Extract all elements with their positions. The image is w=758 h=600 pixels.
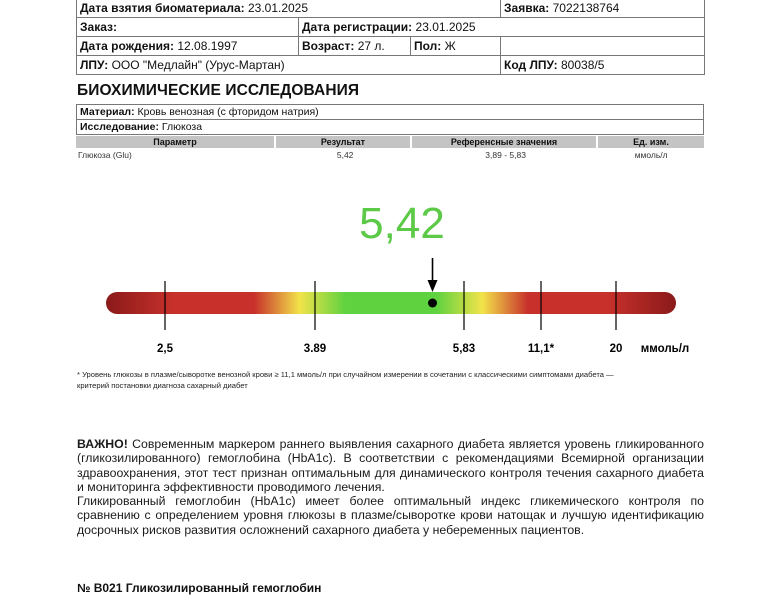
next-section-title: № B021 Гликозилированный гемоглобин bbox=[77, 581, 322, 595]
result-marker bbox=[428, 299, 437, 308]
sex-label: Пол: bbox=[414, 39, 442, 53]
column-header-unit: Ед. изм. bbox=[598, 136, 704, 148]
registration-date-value: 23.01.2025 bbox=[415, 20, 476, 34]
sex-value: Ж bbox=[444, 39, 456, 53]
lpu-value: ООО "Медлайн" (Урус-Мартан) bbox=[111, 58, 285, 72]
age-label: Возраст: bbox=[302, 39, 355, 53]
pointer-arrow-head bbox=[428, 280, 438, 292]
result-big-value: 5,42 bbox=[359, 199, 445, 248]
birth-date-value: 12.08.1997 bbox=[177, 39, 238, 53]
scale-tick-label: 3.89 bbox=[303, 343, 327, 355]
biomaterial-date-value: 23.01.2025 bbox=[247, 1, 309, 15]
footnote bbox=[77, 369, 707, 391]
note-paragraph-1 bbox=[77, 437, 704, 494]
important-note bbox=[77, 437, 704, 537]
lpu-code-label: Код ЛПУ: bbox=[504, 58, 558, 72]
age-value: 27 л. bbox=[357, 39, 385, 53]
column-header-result: Результат bbox=[276, 136, 412, 148]
scale-tick-label: 5,83 bbox=[452, 343, 476, 355]
material-label: Материал: bbox=[80, 106, 135, 118]
material-value: Кровь венозная (с фторидом натрия) bbox=[137, 106, 319, 118]
registration-date-label: Дата регистрации: bbox=[302, 20, 413, 34]
lpu-label: ЛПУ: bbox=[80, 58, 109, 72]
result-parameter: Глюкоза (Glu) bbox=[78, 150, 132, 160]
scale-unit-label: ммоль/л bbox=[640, 343, 690, 355]
study-label: Исследование: bbox=[80, 121, 159, 133]
column-header-reference: Референсные значения bbox=[412, 136, 598, 148]
lpu-code-value: 80038/5 bbox=[561, 58, 605, 72]
request-label: Заявка: bbox=[504, 1, 550, 15]
order-label: Заказ: bbox=[80, 20, 117, 34]
study-value: Глюкоза bbox=[161, 121, 203, 133]
request-number: 7022138764 bbox=[552, 1, 620, 15]
result-reference: 3,89 - 5,83 bbox=[485, 150, 526, 160]
footnote-line-2: критерий постановки диагноза сахарный диабет bbox=[77, 381, 248, 390]
note-paragraph-2: Гликированный гемоглобин (HbA1c) имеет более оптимальный индекс гликемического контроля по сравнению с определением уровня глюкозы в плазме/сыворотке крови натощак и лучшую идентификацию досрочных рисков развития осложнений сахарного диабета у небеременных пациентов. bbox=[77, 494, 704, 537]
column-header-parameter: Параметр bbox=[76, 136, 276, 148]
footnote-line-1: * Уровень глюкозы в плазме/сыворотке венозной крови ≥ 11,1 ммоль/л при случайном измерении в сочетании с классическими симптомами диабета — bbox=[77, 370, 614, 379]
scale-tick-label: 11,1* bbox=[527, 343, 555, 355]
result-unit: ммоль/л bbox=[634, 150, 668, 160]
scale-bar bbox=[106, 292, 676, 314]
result-value: 5,42 bbox=[336, 150, 354, 160]
important-label: ВАЖНО! bbox=[77, 437, 128, 451]
birth-date-label: Дата рождения: bbox=[80, 39, 175, 53]
note-text-1: Современным маркером раннего выявления сахарного диабета является уровень гликированного (гликозилированного) гемоглобина (HbA1c). В соответствии с рекомендациями Всемирной организации здравоохранения, этот тест признан оптимальным для динамического контроля течения сахарного диабета и мониторинга эффективности проводимого лечения. bbox=[77, 437, 704, 494]
section-title: БИОХИМИЧЕСКИЕ ИССЛЕДОВАНИЯ bbox=[77, 82, 360, 99]
scale-tick-label: 2,5 bbox=[157, 343, 173, 355]
scale-tick-label: 20 bbox=[609, 343, 623, 355]
biomaterial-date-label: Дата взятия биоматериала: bbox=[80, 1, 245, 15]
